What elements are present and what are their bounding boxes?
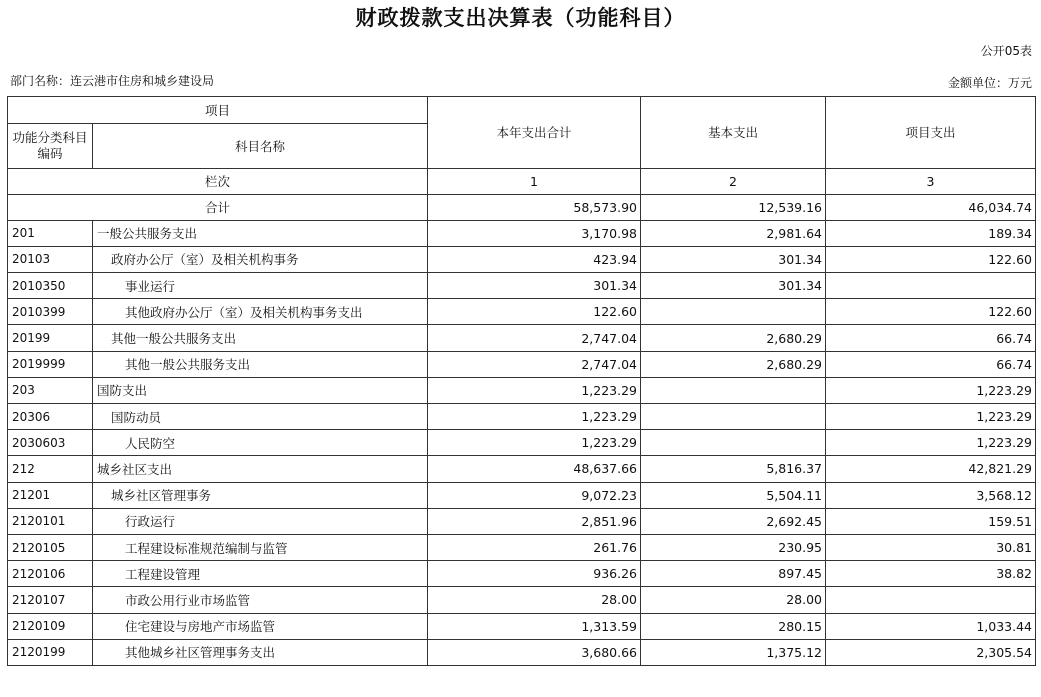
basic-expenditure-value [641, 299, 826, 325]
total-expenditure-value: 2,747.04 [428, 325, 641, 351]
project-expenditure-value [826, 587, 1036, 613]
table-row [8, 639, 1036, 665]
total-expenditure-value: 423.94 [428, 246, 641, 272]
seq-3: 3 [826, 168, 1036, 194]
basic-expenditure-value: 897.45 [641, 561, 826, 587]
table-row [8, 508, 1036, 534]
table-row [8, 561, 1036, 587]
subject-name: 工程建设管理 [93, 561, 428, 587]
total-expenditure-value: 122.60 [428, 299, 641, 325]
subject-code: 2120109 [8, 613, 93, 639]
total-expenditure-value: 1,223.29 [428, 430, 641, 456]
project-expenditure-value: 42,821.29 [826, 456, 1036, 482]
subject-code: 20199 [8, 325, 93, 351]
subject-code: 203 [8, 377, 93, 403]
basic-expenditure-value: 2,692.45 [641, 508, 826, 534]
project-expenditure-value: 189.34 [826, 220, 1036, 246]
subject-code: 212 [8, 456, 93, 482]
table-row [8, 430, 1036, 456]
project-expenditure-value: 1,223.29 [826, 377, 1036, 403]
header-item: 项目 [8, 97, 428, 124]
subject-name: 其他一般公共服务支出 [93, 351, 428, 377]
basic-expenditure-value [641, 404, 826, 430]
expenditure-table [7, 96, 1036, 666]
subject-code: 2120106 [8, 561, 93, 587]
subject-name: 市政公用行业市场监管 [93, 587, 428, 613]
seq-2: 2 [641, 168, 826, 194]
project-expenditure-value: 66.74 [826, 325, 1036, 351]
table-row [8, 613, 1036, 639]
seq-label: 栏次 [8, 168, 428, 194]
subject-code: 20103 [8, 246, 93, 272]
amount-unit: 金额单位：万元 [947, 76, 1032, 90]
total-expenditure-value: 261.76 [428, 534, 641, 560]
header-basic-expenditure: 基本支出 [641, 97, 826, 169]
table-row [8, 456, 1036, 482]
basic-expenditure-value [641, 377, 826, 403]
total-expenditure-value: 3,170.98 [428, 220, 641, 246]
subject-name: 其他一般公共服务支出 [93, 325, 428, 351]
total-expenditure-value: 48,637.66 [428, 456, 641, 482]
subject-code: 2030603 [8, 430, 93, 456]
basic-expenditure-value: 5,504.11 [641, 482, 826, 508]
header-project-expenditure: 项目支出 [826, 97, 1036, 169]
table-row [8, 404, 1036, 430]
project-expenditure-value: 1,223.29 [826, 430, 1036, 456]
total-label: 合计 [8, 194, 428, 220]
subject-name: 城乡社区管理事务 [93, 482, 428, 508]
basic-expenditure-value: 5,816.37 [641, 456, 826, 482]
total-expenditure-value: 2,851.96 [428, 508, 641, 534]
project-expenditure-value: 1,033.44 [826, 613, 1036, 639]
table-row [8, 482, 1036, 508]
table-row [8, 246, 1036, 272]
subject-code: 201 [8, 220, 93, 246]
table-row [8, 587, 1036, 613]
project-expenditure-value: 3,568.12 [826, 482, 1036, 508]
subject-name: 国防动员 [93, 404, 428, 430]
table-row [8, 534, 1036, 560]
basic-expenditure-value: 280.15 [641, 613, 826, 639]
total-expenditure-value: 1,313.59 [428, 613, 641, 639]
project-expenditure-value: 2,305.54 [826, 639, 1036, 665]
total-expenditure-value: 1,223.29 [428, 404, 641, 430]
project-expenditure-value [826, 273, 1036, 299]
page-title: 财政拨款支出决算表（功能科目） [355, 5, 686, 30]
header-code: 功能分类科目编码 [8, 123, 93, 168]
form-number: 公开05表 [980, 44, 1032, 58]
total-expenditure-value: 2,747.04 [428, 351, 641, 377]
project-expenditure-value: 38.82 [826, 561, 1036, 587]
table-row [8, 377, 1036, 403]
basic-expenditure-value: 2,680.29 [641, 325, 826, 351]
total-expenditure-value: 3,680.66 [428, 639, 641, 665]
basic-expenditure-value: 2,680.29 [641, 351, 826, 377]
subject-code: 2019999 [8, 351, 93, 377]
seq-1: 1 [428, 168, 641, 194]
basic-expenditure-value: 1,375.12 [641, 639, 826, 665]
subject-code: 2120107 [8, 587, 93, 613]
total-expenditure-value: 9,072.23 [428, 482, 641, 508]
header-row-1 [8, 97, 1036, 124]
total-expenditure-value: 301.34 [428, 273, 641, 299]
header-subject-name: 科目名称 [93, 123, 428, 168]
total-value-3: 46,034.74 [826, 194, 1036, 220]
table-row [8, 220, 1036, 246]
subject-name: 政府办公厅（室）及相关机构事务 [93, 246, 428, 272]
subject-name: 事业运行 [93, 273, 428, 299]
sequence-row [8, 168, 1036, 194]
basic-expenditure-value: 28.00 [641, 587, 826, 613]
subject-code: 2120105 [8, 534, 93, 560]
subject-code: 2010399 [8, 299, 93, 325]
project-expenditure-value: 30.81 [826, 534, 1036, 560]
subject-code: 2010350 [8, 273, 93, 299]
table-row [8, 273, 1036, 299]
project-expenditure-value: 1,223.29 [826, 404, 1036, 430]
subject-code: 20306 [8, 404, 93, 430]
table-row [8, 299, 1036, 325]
department-name: 部门名称：连云港市住房和城乡建设局 [10, 74, 215, 88]
basic-expenditure-value: 301.34 [641, 273, 826, 299]
header-total-expenditure: 本年支出合计 [428, 97, 641, 169]
subject-code: 2120199 [8, 639, 93, 665]
project-expenditure-value: 159.51 [826, 508, 1036, 534]
table-row [8, 351, 1036, 377]
subject-code: 2120101 [8, 508, 93, 534]
total-expenditure-value: 1,223.29 [428, 377, 641, 403]
subject-name: 城乡社区支出 [93, 456, 428, 482]
subject-name: 一般公共服务支出 [93, 220, 428, 246]
project-expenditure-value: 66.74 [826, 351, 1036, 377]
basic-expenditure-value [641, 430, 826, 456]
subject-name: 工程建设标准规范编制与监管 [93, 534, 428, 560]
subject-name: 国防支出 [93, 377, 428, 403]
subject-name: 住宅建设与房地产市场监管 [93, 613, 428, 639]
subject-name: 其他政府办公厅（室）及相关机构事务支出 [93, 299, 428, 325]
table-row [8, 325, 1036, 351]
basic-expenditure-value: 2,981.64 [641, 220, 826, 246]
project-expenditure-value: 122.60 [826, 299, 1036, 325]
basic-expenditure-value: 301.34 [641, 246, 826, 272]
subject-name: 行政运行 [93, 508, 428, 534]
total-row [8, 194, 1036, 220]
basic-expenditure-value: 230.95 [641, 534, 826, 560]
total-value-1: 58,573.90 [428, 194, 641, 220]
total-expenditure-value: 28.00 [428, 587, 641, 613]
project-expenditure-value: 122.60 [826, 246, 1036, 272]
subject-name: 其他城乡社区管理事务支出 [93, 639, 428, 665]
total-expenditure-value: 936.26 [428, 561, 641, 587]
total-value-2: 12,539.16 [641, 194, 826, 220]
subject-code: 21201 [8, 482, 93, 508]
subject-name: 人民防空 [93, 430, 428, 456]
